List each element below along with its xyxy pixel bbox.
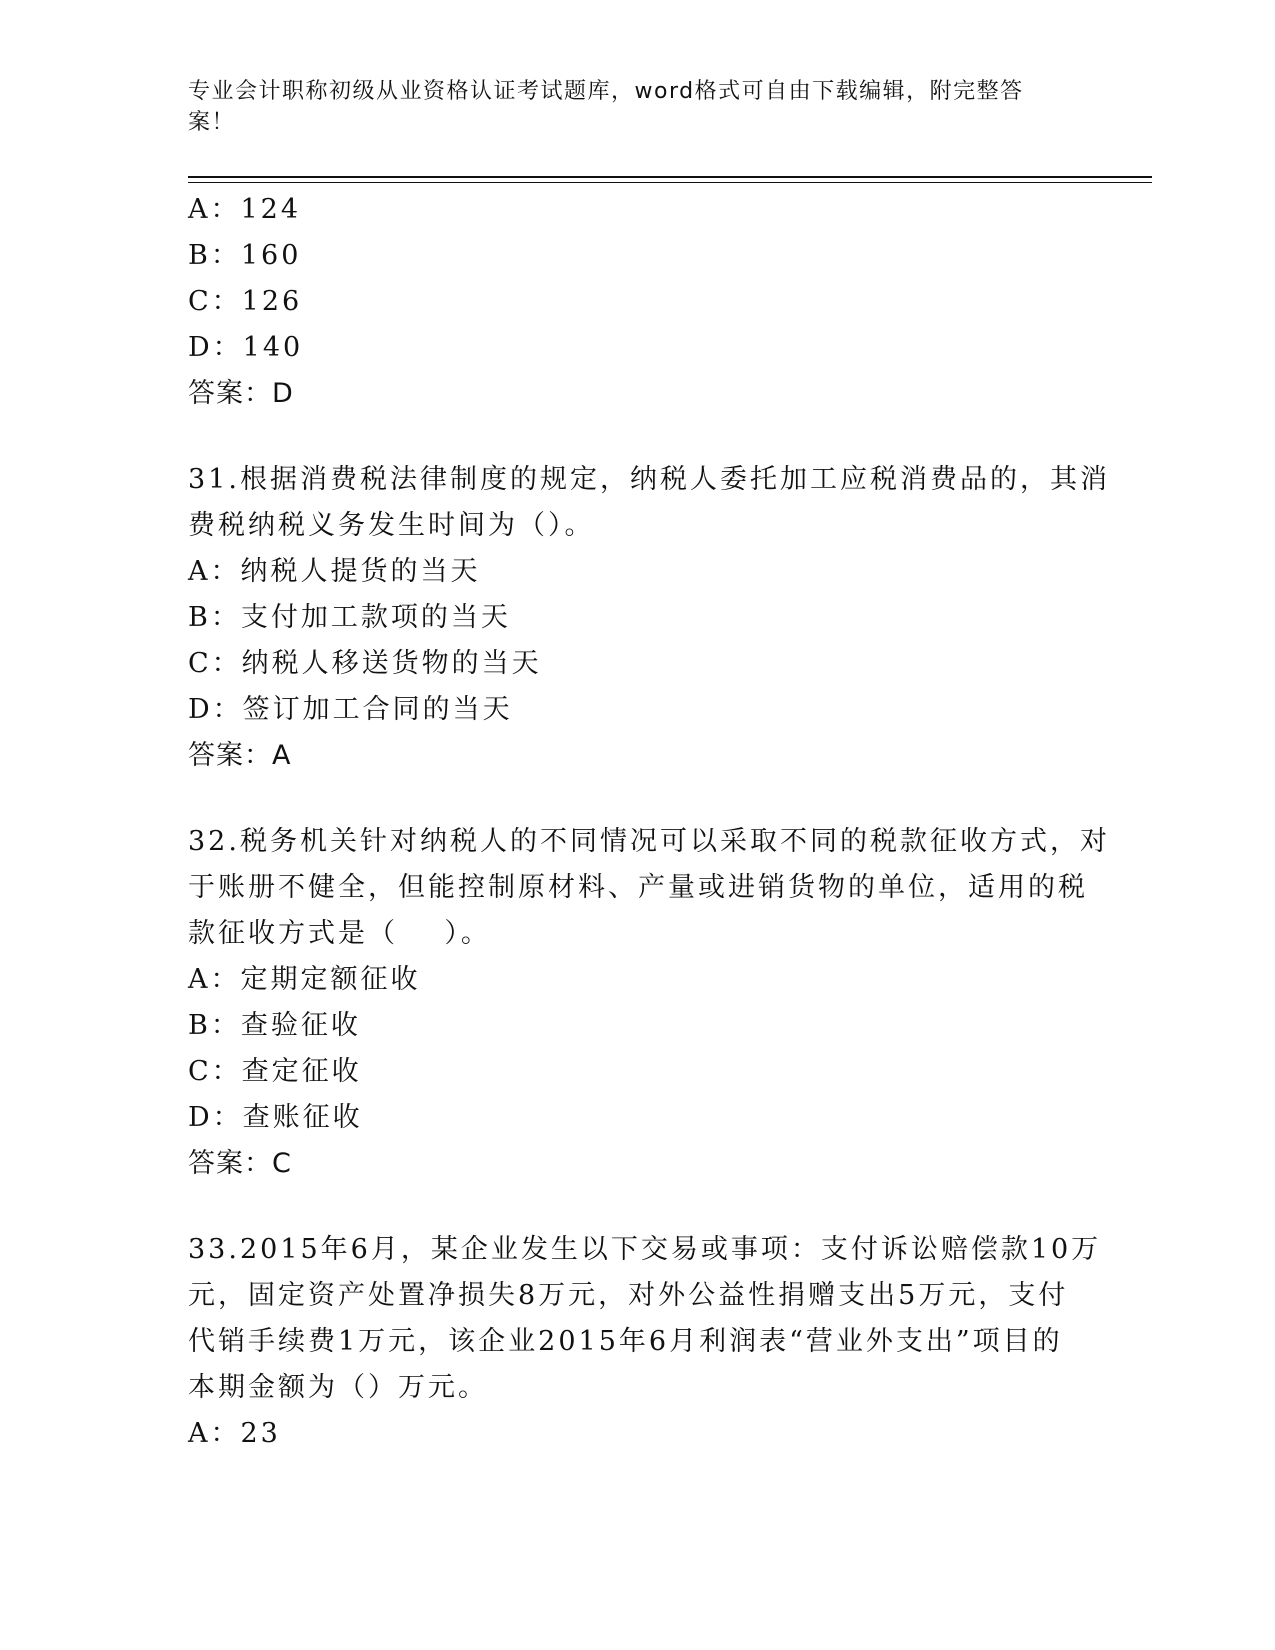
question-31 [188, 457, 1110, 779]
question-32 [188, 819, 1110, 1187]
option-a: A：124 [188, 194, 302, 225]
document-header: 专业会计职称初级从业资格认证考试题库，word格式可自由下载编辑，附完整答案！ [188, 79, 1024, 135]
answer-line: 答案：C [188, 1148, 292, 1179]
option-b: B：支付加工款项的当天 [188, 602, 511, 633]
question-33 [188, 1227, 1102, 1457]
question-stem-line: 款征收方式是（ ）。 [188, 918, 491, 949]
option-d: D：查账征收 [188, 1102, 363, 1133]
option-b: B：查验征收 [188, 1010, 361, 1041]
option-b: B：160 [188, 240, 302, 271]
option-c: C：查定征收 [188, 1056, 362, 1087]
question-stem-line: 费税纳税义务发生时间为（）。 [188, 510, 595, 541]
answer-line: 答案：D [188, 378, 294, 409]
question-content [188, 187, 1110, 1457]
question-30 [188, 187, 1088, 417]
question-stem-line: 于账册不健全，但能控制原材料、产量或进销货物的单位，适用的税 [188, 872, 1088, 903]
question-stem-line: 元，固定资产处置净损失8万元，对外公益性捐赠支出5万元，支付 [188, 1280, 1069, 1311]
question-stem-line: 32.税务机关针对纳税人的不同情况可以采取不同的税款征收方式，对 [188, 826, 1110, 857]
option-d: D：140 [188, 332, 304, 363]
option-a: A：纳税人提货的当天 [188, 556, 481, 587]
answer-line: 答案：A [188, 740, 292, 771]
header-rule-thin [188, 182, 1152, 183]
question-stem-line: 本期金额为（）万元。 [188, 1372, 488, 1403]
option-a: A：定期定额征收 [188, 964, 421, 995]
question-stem-line: 代销手续费1万元，该企业2015年6月利润表“营业外支出”项目的 [188, 1326, 1063, 1357]
option-c: C：纳税人移送货物的当天 [188, 648, 542, 679]
option-c: C：126 [188, 286, 303, 317]
option-a: A：23 [188, 1418, 281, 1449]
question-stem-line: 31.根据消费税法律制度的规定，纳税人委托加工应税消费品的，其消 [188, 464, 1110, 495]
option-d: D：签订加工合同的当天 [188, 694, 513, 725]
header-rule-thick [188, 176, 1152, 178]
question-stem-line: 33.2015年6月，某企业发生以下交易或事项：支付诉讼赔偿款10万 [188, 1234, 1102, 1265]
